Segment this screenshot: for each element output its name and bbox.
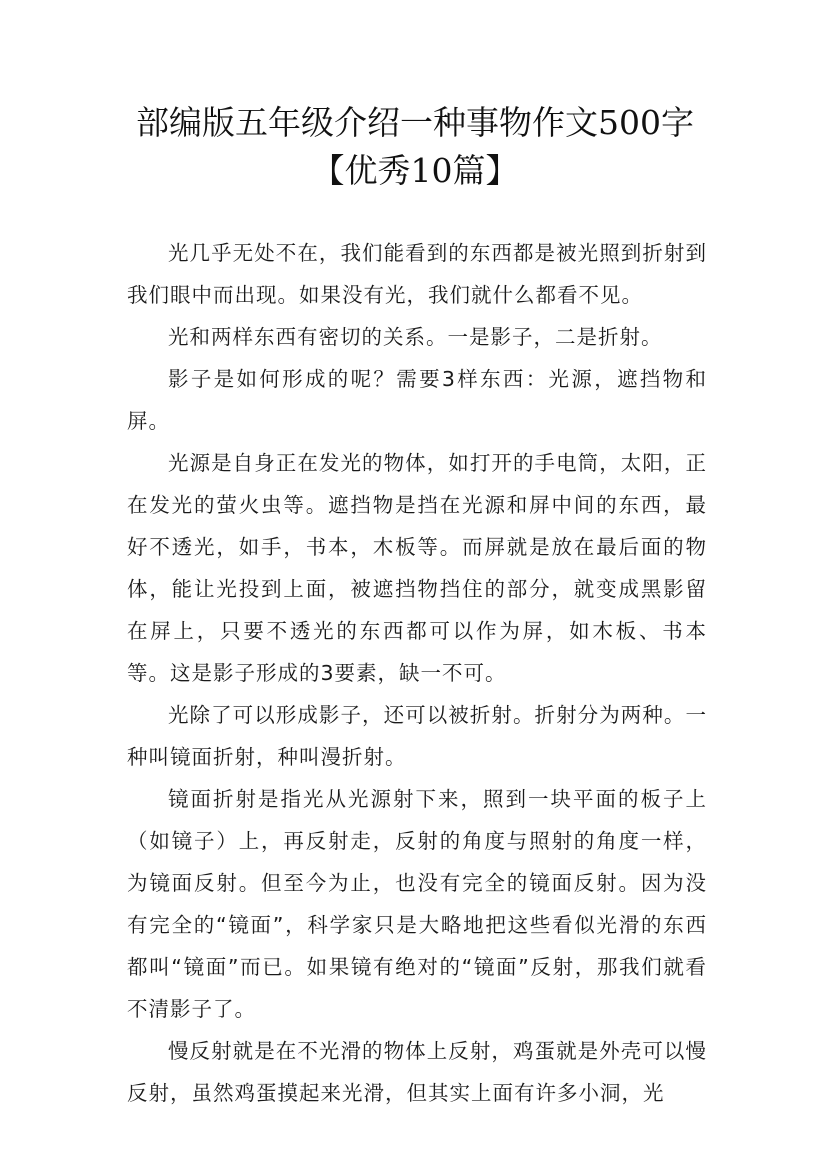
paragraph: 镜面折射是指光从光源射下来，照到一块平面的板子上（如镜子）上，再反射走，反射的角度与照射的角度一样，为镜面反射。但至今为止，也没有完全的镜面反射。因为没有完全的“镜面”，科学家只是大略地把这些看似光滑的东西都叫“镜面”而已。如果镜有绝对的“镜面”反射，那我们就看不清影子了。 — [127, 787, 707, 1021]
paragraph: 影子是如何形成的呢？需要3样东西：光源，遮挡物和屏。 — [127, 367, 707, 433]
paragraph: 光和两样东西有密切的关系。一是影子，二是折射。 — [168, 325, 663, 349]
paragraph: 光除了可以形成影子，还可以被折射。折射分为两种。一种叫镜面折射，种叫漫折射。 — [127, 703, 707, 769]
paragraph: 光源是自身正在发光的物体，如打开的手电筒，太阳，正在发光的萤火虫等。遮挡物是挡在光源和屏中间的东西，最好不透光，如手，书本，木板等。而屏就是放在最后面的物体，能让光投到上面，被遮挡物挡住的部分，就变成黑影留在屏上，只要不透光的东西都可以作为屏，如木板、书本等。这是影子形成的3要素，缺一不可。 — [127, 451, 707, 685]
document-body — [127, 232, 707, 1114]
document-title: 部编版五年级介绍一种事物作文500字【优秀10篇】 — [136, 103, 694, 190]
paragraph: 光几乎无处不在，我们能看到的东西都是被光照到折射到我们眼中而出现。如果没有光，我们就什么都看不见。 — [127, 241, 707, 307]
paragraph: 慢反射就是在不光滑的物体上反射，鸡蛋就是外壳可以慢反射，虽然鸡蛋摸起来光滑，但其实上面有许多小洞，光 — [127, 1039, 707, 1105]
